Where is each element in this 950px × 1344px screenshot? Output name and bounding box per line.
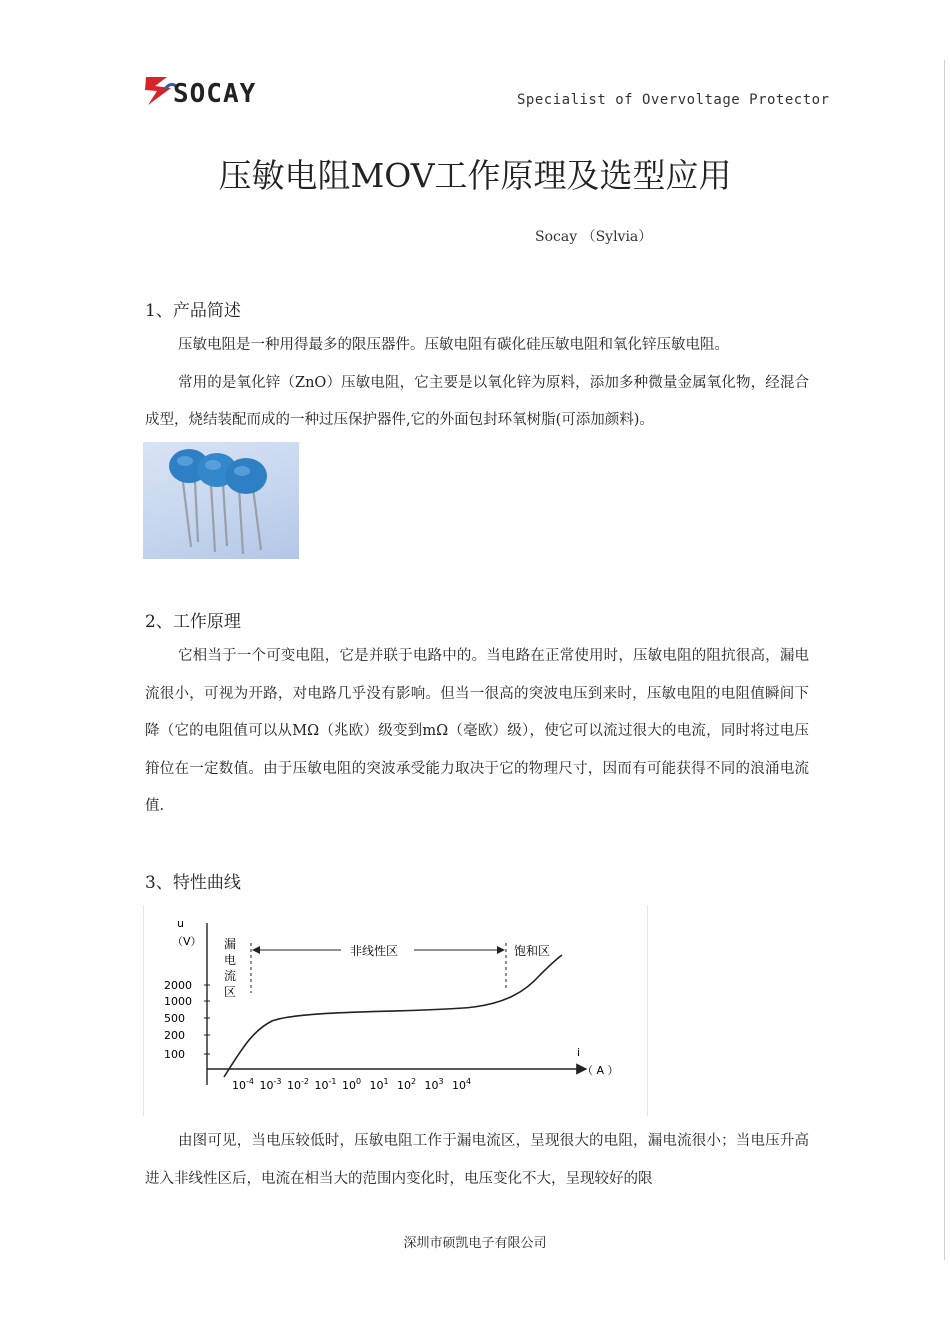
y-axis-label: u <box>177 917 184 930</box>
varistor-image <box>143 442 299 559</box>
x-tick-label: $10^{-3}$ <box>259 1077 282 1092</box>
chart-svg <box>144 905 647 1116</box>
paragraph: 它相当于一个可变电阻，它是并联于电路中的。当电路在正常使用时，压敏电阻的阻抗很高，漏电流很小，可视为开路，对电路几乎没有影响。但当一很高的突波电压到来时，压敏电阻的电阻值瞬间下降（它的电阻值可以从MΩ（兆欧）级变到mΩ（毫欧）级），使它可以流过很大的电流，同时将过电压箝位在一定数值。由于压敏电阻的突波承受能力取决于它的物理尺寸，因而有可能获得不同的浪涌电流值. <box>145 648 809 814</box>
author-line: Socay （Sylvia） <box>535 229 653 245</box>
svg-text:漏电流区: 漏电流区 <box>224 937 237 999</box>
y-tick-label: 500 <box>164 1012 185 1025</box>
x-axis-unit: （ A ） <box>582 1064 619 1077</box>
region-label-saturation: 饱和区 <box>514 944 551 958</box>
characteristic-curve <box>224 955 562 1077</box>
paragraph: 压敏电阻是一种用得最多的限压器件。压敏电阻有碳化硅压敏电阻和氧化锌压敏电阻。 <box>178 337 729 353</box>
section-3-body <box>145 1123 809 1198</box>
x-tick-label: $10^1$ <box>369 1077 389 1092</box>
document-title: 压敏电阻MOV工作原理及选型应用 <box>218 156 732 195</box>
header-tagline: Specialist of Overvoltage Protector <box>517 92 830 108</box>
x-tick-label: $10^{-4}$ <box>232 1077 254 1092</box>
x-tick-label: $10^3$ <box>424 1077 444 1092</box>
page-edge-rule <box>944 60 945 1260</box>
x-tick-label: $10^{-2}$ <box>287 1077 309 1092</box>
y-tick-label: 1000 <box>164 995 192 1008</box>
x-tick-label: $10^4$ <box>452 1077 472 1092</box>
characteristic-curve-chart <box>143 905 648 1116</box>
section-heading-2: 2、工作原理 <box>145 612 241 632</box>
paragraph: 由图可见，当电压较低时，压敏电阻工作于漏电流区，呈现很大的电阻，漏电流很小；当电压升高进入非线性区后，电流在相当大的范围内变化时，电压变化不大，呈现较好的限 <box>145 1133 809 1187</box>
company-logo <box>143 69 289 109</box>
x-axis-label: i <box>577 1046 581 1059</box>
paragraph: 常用的是氧化锌（ZnO）压敏电阻，它主要是以氧化锌为原料，添加多种微量金属氧化物，经混合成型，烧结装配而成的一种过压保护器件,它的外面包封环氧树脂(可添加颜料)。 <box>145 374 809 428</box>
y-tick-label: 100 <box>164 1048 185 1061</box>
x-tick-label: $10^2$ <box>397 1077 417 1092</box>
region-label-nonlinear: 非线性区 <box>350 944 399 958</box>
section-heading-3: 3、特性曲线 <box>145 873 241 893</box>
logo-text: SOCAY <box>173 79 257 109</box>
varistor-photo <box>143 442 299 559</box>
section-1-body <box>145 327 809 440</box>
y-tick-label: 200 <box>164 1029 185 1042</box>
x-tick-label: $10^{-1}$ <box>314 1077 337 1092</box>
page-footer: 深圳市硕凯电子有限公司 <box>403 1236 547 1251</box>
y-axis-unit: （V） <box>172 935 202 948</box>
y-tick-label: 2000 <box>164 979 192 992</box>
section-heading-1: 1、产品简述 <box>145 301 241 321</box>
section-2-body <box>145 638 809 826</box>
region-label-leakage <box>224 937 236 999</box>
x-tick-label: $10^0$ <box>342 1077 362 1092</box>
